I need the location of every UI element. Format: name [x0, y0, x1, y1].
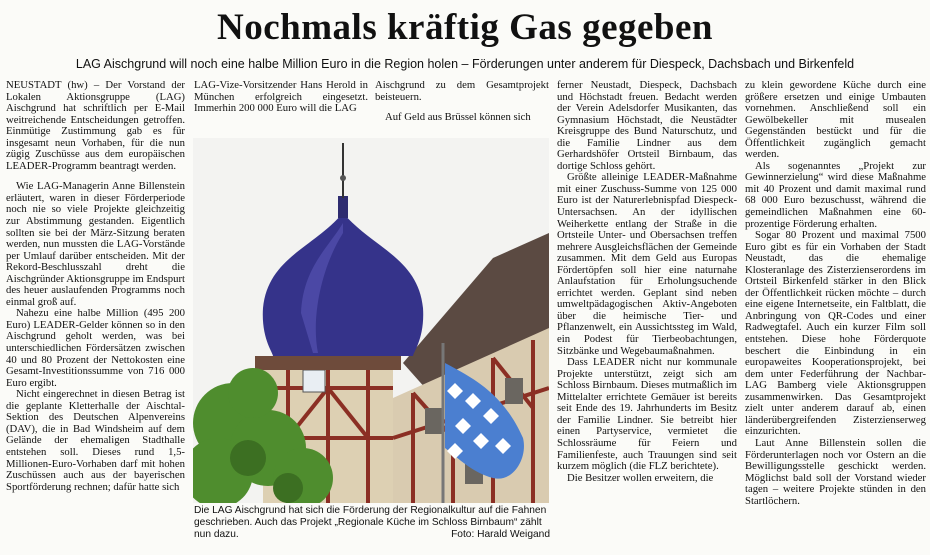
subheadline: LAG Aischgrund will noch eine halbe Million Euro in die Region holen – Förderungen unter anderem für Diespeck, Dachsbach und Birkenfeld	[75, 57, 855, 71]
lantern	[338, 196, 348, 218]
paragraph: Dass LEADER nicht nur kommunale Projekte unterstützt, zeigt sich am Schloss Birnbaum. Dieses mutmaßlich im Mittelalter errichtete Gemäuer ist bereits seit Ende des 19. Jahrhunderts im Besitz der Familie Lindner. Sie betreibt hier einen Partyservice, vermietet die Schlossräume für Feiern und Familienfeste, auch Trauungen sind seit kurzem möglich (die FLZ berichtete).	[557, 356, 737, 473]
article-column-4	[557, 80, 737, 550]
headline: Nochmals kräftig Gas gegeben	[217, 7, 713, 48]
paragraph: Aischgrund zu dem Gesamtprojekt beisteuern.	[375, 80, 549, 103]
paragraph: Größte alleinige LEADER-Maßnahme mit einer Zuschuss-Summe von 125 000 Euro ist der Naturerlebnispfad Diespeck-Untersachsen. An der idyllischen Weiherkette entlang der Straße in die Ortsteile Unter- und Obersachsen treffen mehrere Ausgleichsflächen der Gemeinde zusammen. Mit dem Geld aus Europas Fördertöpfen soll hier eine naturnahe Anlaufstation für Erholungsuchende errichtet werden. Geplant sind neben umweltpädagogischen Aktiv-Angeboten über die heimische Tier- und Pflanzenwelt, ein Aussichtssteg im Wald, ein Podest für Tierbeobachtungen, Sitzbänke und Wegebaumaßnahmen.	[557, 171, 737, 357]
castle-illustration	[193, 138, 549, 503]
paragraph: Sogar 80 Prozent und maximal 7500 Euro gibt es für ein Vorhaben der Stadt Neustadt, das die ehemalige Klosteranlage des Zisterzienserordens im Ortsteil Birkenfeld stärker in den Blick der Öffentlichkeit rücken möchte – durch eine eigene Internetseite, ein Faltblatt, die Anbringung von QR-Codes und einer Radwegtafel. Auch ein kurzer Film soll entstehen. Diese hohe Förderquote beschert die Einbindung in ein europaweites Kooperationsprojekt, bei dem unter Federführung der Nachbar-LAG Bamberg viele Aktionsgruppen zusammenwirken. Das Gesamtprojekt zielt unter anderem darauf ab, einen länderübergreifenden Zisterzienserweg einzurichten.	[745, 229, 926, 438]
paragraph: Laut Anne Billenstein sollen die Förderunterlagen noch vor Ostern an die Bewilligungsstelle geschickt werden. Möglichst bald soll der Vorstand wieder tagen – weitere Projekte stünden in den Startlöchern.	[745, 436, 926, 507]
paragraph: NEUSTADT (hw) – Der Vorstand der Lokalen Aktionsgruppe (LAG) Aischgrund hat schriftlich per E-Mail weitreichende Entscheidungen getroffen. Einmütige Zustimmung gab es für insgesamt neun Vorhaben, für die nun zügig Zuschüsse aus dem europäischen LEADER-Programm beantragt werden.	[6, 80, 185, 172]
caption-text: Die LAG Aischgrund hat sich die Förderung der Regionalkultur auf die Fahnen geschrieben. Auch das Projekt „Regionale Küche im Schloss Birnbaum“ zählt nun dazu.	[194, 505, 547, 540]
spire-ball	[340, 175, 346, 181]
article-column-2	[194, 80, 368, 132]
paragraph: LAG-Vize-Vorsitzender Hans Herold in München erfolgreich eingesetzt. Immerhin 200 000 Euro will die LAG	[194, 80, 368, 115]
article-column-3	[375, 80, 549, 132]
paragraph: zu klein gewordene Küche durch eine größere ersetzen und einige Umbauten vornehmen. Anschließend soll ein Gewölbekeller mit musealen Gegenständen bestückt und für die Öffentlichkeit zugänglich gemacht werden.	[745, 80, 926, 161]
cornice	[255, 356, 401, 370]
paragraph: Auf Geld aus Brüssel können sich	[385, 111, 531, 124]
castle-photo	[193, 138, 549, 503]
paragraph: Wie LAG-Managerin Anne Billenstein erläutert, waren in dieser Förderperiode noch nie so viele Projekte gleichzeitig zur Abstimmung gestanden. Eigentlich sollten sie bei der März-Sitzung beraten werden, nun mussten die LAG-Vorstände per Umlauf darüber entscheiden. Mit der Rekord-Beschlusszahl dreht die Aischgründer Aktionsgruppe im Endspurt des heuer auslaufenden Programms noch einmal groß auf.	[6, 180, 185, 308]
paragraph: Als sogenanntes „Projekt zur Gewinnerzielung“ wird diese Maßnahme mit 40 Prozent und damit maximal rund 68 000 Euro bezuschusst, während die gemeindlichen Maßnahmen eine 60-prozentige Förderung erhalten.	[745, 159, 926, 230]
photo-credit: Foto: Harald Weigand	[451, 529, 550, 540]
article-column-5	[745, 80, 926, 550]
tower-window	[303, 370, 325, 392]
paragraph: Nahezu eine halbe Million (495 200 Euro) LEADER-Gelder können so in den Aischgrund geholt werden, was bei unterschiedlichen Fördersätzen zwischen 40 und 80 Prozent der Nettokosten eine Gesamt-Investitionssumme von 716 000 Euro ergibt.	[6, 307, 185, 389]
article-column-1	[6, 80, 185, 550]
paragraph: ferner Neustadt, Diespeck, Dachsbach und Höchstadt freuen. Bedacht werden der Verein Adelsdorfer Musikanten, das Gymnasium Höchstadt, die Neustädter Kreisgruppe des Bund Naturschutz, und die Familie Lindner aus dem Gerhardshöfer Ortsteil Birnbaum, das dortige Schloss gehört.	[557, 80, 737, 172]
photo-caption	[194, 505, 550, 541]
paragraph: Die Besitzer wollen erweitern, die	[567, 471, 714, 484]
paragraph: Nicht eingerechnet in diesen Betrag ist die geplante Kletterhalle der Aischtal-Sektion des Deutschen Alpenvereins (DAV), die in Bad Windsheim auf dem Gelände der ehemaligen Stadthalle entstehen soll. Dieses rund 1,5-Millionen-Euro-Vorhaben darf mit hohen Zuschüssen auch aus der bayerischen Sportförderung rechnen; dafür hatte sich	[6, 388, 185, 493]
